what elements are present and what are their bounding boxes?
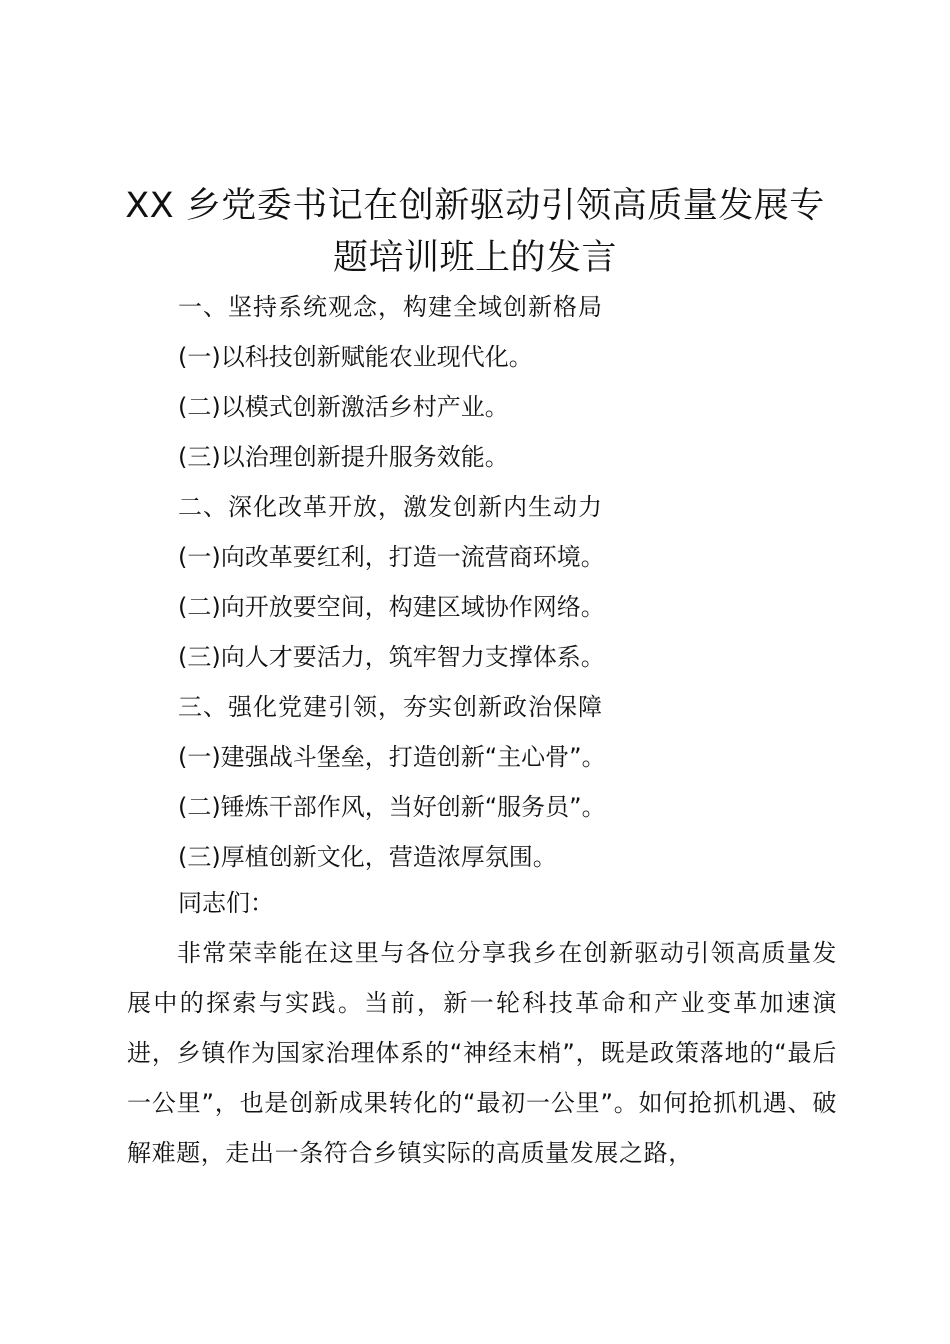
outline-item: (三)厚植创新文化，营造浓厚氛围。: [178, 843, 557, 871]
outline-item: (一)向改革要红利，打造一流营商环境。: [178, 543, 605, 571]
outline-heading: 一、坚持系统观念，构建全域创新格局: [178, 293, 603, 321]
outline-item: (二)以模式创新激活乡村产业。: [178, 393, 509, 421]
title-line-2: 题培训班上的发言: [332, 238, 617, 278]
outline-item: (一)以科技创新赋能农业现代化。: [178, 343, 533, 371]
outline-heading: 三、强化党建引领，夯实创新政治保障: [178, 693, 603, 721]
title-line-1: XX 乡党委书记在创新驱动引领高质量发展专: [125, 186, 825, 226]
document-title: [110, 180, 840, 284]
outline-item: (二)向开放要空间，构建区域协作网络。: [178, 593, 605, 621]
body-paragraph: 非常荣幸能在这里与各位分享我乡在创新驱动引领高质量发展中的探索与实践。当前，新一轮科技革命和产业变革加速演进，乡镇作为国家治理体系的“神经末梢”，既是政策落地的“最后一公里”，也是创新成果转化的“最初一公里”。如何抢抓机遇、破解难题，走出一条符合乡镇实际的高质量发展之路，: [127, 939, 837, 1167]
outline-item: (三)以治理创新提升服务效能。: [178, 443, 509, 471]
outline-item: (二)锤炼干部作风，当好创新“服务员”。: [178, 793, 606, 821]
outline-heading: 二、深化改革开放，激发创新内生动力: [178, 493, 603, 521]
outline-item: (一)建强战斗堡垒，打造创新“主心骨”。: [178, 743, 606, 771]
salutation: 同志们：: [178, 889, 274, 917]
outline-list: [178, 282, 878, 882]
outline-item: (三)向人才要活力，筑牢智力支撑体系。: [178, 643, 605, 671]
